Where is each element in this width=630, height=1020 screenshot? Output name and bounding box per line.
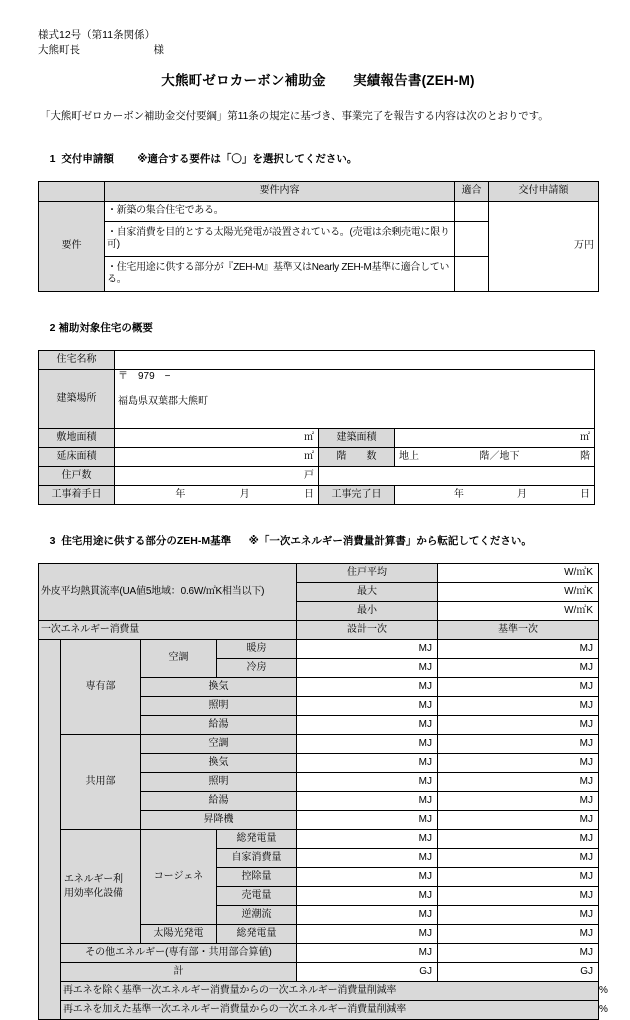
sub-label-electricity-sold: 売電量 (217, 887, 297, 906)
sub-label-total-generation-cogen: 総発電量 (217, 830, 297, 849)
input-design-total[interactable]: GJ (297, 963, 438, 982)
label-total: 計 (61, 963, 297, 982)
col-standard-primary: 基準一次 (438, 621, 599, 640)
addressee-line: 大熊町長 様 (38, 44, 164, 56)
table-row (39, 429, 595, 448)
section3-note: ※「一次エネルギー消費量計算書」から転記してください。 (248, 535, 532, 547)
input-end-date[interactable] (395, 486, 595, 505)
floors-mid-label: 階／地下 (479, 450, 520, 462)
input-design-electricity-sold[interactable]: MJ (297, 887, 438, 906)
ua-row-label-min: 最小 (297, 602, 438, 621)
mid-label-hvac-common: 空調 (141, 735, 297, 754)
col-blank (39, 182, 105, 202)
input-design-heating[interactable]: MJ (297, 640, 438, 659)
mid-label-elevator: 昇降機 (141, 811, 297, 830)
input-standard-electricity-sold[interactable]: MJ (438, 887, 599, 906)
input-design-self-consumption[interactable]: MJ (297, 849, 438, 868)
requirement-label: 要件 (39, 202, 105, 292)
input-standard-total-generation-cogen[interactable]: MJ (438, 830, 599, 849)
energy-spacer-col (39, 640, 61, 1020)
section1-number: 1 (49, 153, 56, 165)
input-standard-lighting-exclusive[interactable]: MJ (438, 697, 599, 716)
section2-number: 2 (49, 322, 56, 334)
mid-label-lighting-common: 照明 (141, 773, 297, 792)
sub-label-reverse-flow: 逆潮流 (217, 906, 297, 925)
input-floors[interactable] (395, 448, 595, 467)
section2-title: 補助対象住宅の概要 (58, 322, 153, 334)
zeh-m-standard-table (38, 563, 608, 1020)
sub-label-self-consumption: 自家消費量 (217, 849, 297, 868)
label-building-area: 建築面積 (319, 429, 395, 448)
lead-paragraph: 「大熊町ゼロカーボン補助金交付要綱」第11条の規定に基づき、事業完了を報告する内容は次のとおりです。 (40, 110, 549, 122)
input-standard-self-consumption[interactable]: MJ (438, 849, 599, 868)
table-row (39, 830, 599, 849)
label-start-date: 工事着手日 (39, 486, 115, 505)
input-standard-total-generation-solar[interactable]: MJ (438, 925, 599, 944)
label-total-floor-area: 延床面積 (39, 448, 115, 467)
start-date-month: 月 (239, 488, 250, 500)
efficiency-label-line2: 用効率化設備 (64, 887, 123, 899)
house-overview-table (38, 350, 595, 505)
input-standard-hotwater-exclusive[interactable]: MJ (438, 716, 599, 735)
label-location: 建築場所 (39, 370, 115, 429)
input-units[interactable]: 戸 (115, 467, 319, 486)
start-date-year: 年 (175, 488, 186, 500)
input-standard-ventilation-common[interactable]: MJ (438, 754, 599, 773)
mid-label-hotwater-common: 給湯 (141, 792, 297, 811)
col-design-primary: 設計一次 (297, 621, 438, 640)
input-design-ventilation-exclusive[interactable]: MJ (297, 678, 438, 697)
input-building-area[interactable]: ㎡ (395, 429, 595, 448)
form-number: 様式12号（第11条関係） (38, 29, 156, 41)
input-standard-reverse-flow[interactable]: MJ (438, 906, 599, 925)
table-row: 再エネを除く基準一次エネルギー消費量からの一次エネルギー消費量削減率 % (39, 982, 599, 1001)
table-row (39, 564, 599, 583)
label-site-area: 敷地面積 (39, 429, 115, 448)
input-standard-heating[interactable]: MJ (438, 640, 599, 659)
floors-unit: 階 (580, 450, 591, 462)
input-design-elevator[interactable]: MJ (297, 811, 438, 830)
label-reduction-excluding-renewable: 再エネを除く基準一次エネルギー消費量からの一次エネルギー消費量削減率 (61, 982, 599, 1001)
input-design-hvac-common[interactable]: MJ (297, 735, 438, 754)
table-row (39, 467, 595, 486)
table-row (39, 370, 595, 429)
label-reduction-including-renewable: 再エネを加えた基準一次エネルギー消費量からの一次エネルギー消費量削減率 (61, 1001, 599, 1020)
grant-amount-input[interactable]: 万円 (489, 202, 599, 292)
grant-amount-table (38, 181, 599, 292)
mid-label-cogeneration: コージェネ (141, 830, 217, 925)
table-header-row (39, 182, 599, 202)
mid-label-lighting-exclusive: 照明 (141, 697, 297, 716)
requirement-text-1: ・新築の集合住宅である。 (105, 202, 455, 222)
label-other-energy: その他エネルギー(専有部・共用部合算値) (61, 944, 297, 963)
table-row (39, 735, 599, 754)
input-design-lighting-exclusive[interactable]: MJ (297, 697, 438, 716)
input-start-date[interactable] (115, 486, 319, 505)
table-row (39, 202, 599, 222)
input-design-deduction[interactable]: MJ (297, 868, 438, 887)
table-row (39, 448, 595, 467)
ua-input-max[interactable]: W/㎡K (438, 583, 599, 602)
input-location[interactable] (115, 370, 595, 429)
end-date-month: 月 (516, 488, 527, 500)
label-house-name: 住宅名称 (39, 351, 115, 370)
blank-cell (319, 467, 595, 486)
input-standard-deduction[interactable]: MJ (438, 868, 599, 887)
input-design-reverse-flow[interactable]: MJ (297, 906, 438, 925)
input-design-cooling[interactable]: MJ (297, 659, 438, 678)
ua-row-label-max: 最大 (297, 583, 438, 602)
start-date-day: 日 (304, 488, 314, 500)
input-standard-lighting-common[interactable]: MJ (438, 773, 599, 792)
input-total-floor-area[interactable]: ㎡ (115, 448, 319, 467)
col-conform: 適合 (455, 182, 489, 202)
input-design-lighting-common[interactable]: MJ (297, 773, 438, 792)
conform-checkbox-3[interactable] (455, 257, 489, 292)
section2-heading (38, 308, 598, 347)
ua-row-label-average: 住戸平均 (297, 564, 438, 583)
group-label-exclusive: 専有部 (61, 640, 141, 735)
efficiency-label-line1: エネルギー利 (64, 874, 123, 885)
end-date-year: 年 (453, 488, 464, 500)
ua-input-min[interactable]: W/㎡K (438, 602, 599, 621)
label-floors: 階 数 (319, 448, 395, 467)
section1-note: ※適合する要件は「〇」を選択してください。 (137, 153, 358, 165)
mid-label-hotwater-exclusive: 給湯 (141, 716, 297, 735)
energy-section-label: 一次エネルギー消費量 (39, 621, 297, 640)
input-standard-other-energy[interactable]: MJ (438, 944, 599, 963)
ua-value-label: 外皮平均熱貫流率(UA値5地域：0.6W/㎡K相当以下) (39, 564, 297, 621)
input-standard-cooling[interactable]: MJ (438, 659, 599, 678)
table-row: 再エネを加えた基準一次エネルギー消費量からの一次エネルギー消費量削減率 % (39, 1001, 599, 1020)
group-label-efficiency-equipment (61, 830, 141, 944)
input-standard-hvac-common[interactable]: MJ (438, 735, 599, 754)
input-design-total-generation-cogen[interactable]: MJ (297, 830, 438, 849)
label-end-date: 工事完了日 (319, 486, 395, 505)
postal-code: 〒 979 − (118, 371, 171, 382)
floors-above-label: 地上 (399, 450, 419, 462)
mid-label-ventilation-exclusive: 換気 (141, 678, 297, 697)
end-date-day: 日 (580, 488, 591, 500)
col-requirement-content: 要件内容 (105, 182, 455, 202)
input-standard-elevator[interactable]: MJ (438, 811, 599, 830)
input-design-other-energy[interactable]: MJ (297, 944, 438, 963)
sub-label-total-generation-solar: 総発電量 (217, 925, 297, 944)
table-row (39, 944, 599, 963)
conform-checkbox-2[interactable] (455, 222, 489, 257)
input-design-total-generation-solar[interactable]: MJ (297, 925, 438, 944)
input-standard-ventilation-exclusive[interactable]: MJ (438, 678, 599, 697)
label-units: 住戸数 (39, 467, 115, 486)
table-row (39, 963, 599, 982)
mid-label-hvac-exclusive: 空調 (141, 640, 217, 678)
input-design-hotwater-common[interactable]: MJ (297, 792, 438, 811)
section3-title: 住宅用途に供する部分のZEH-M基準 (61, 535, 232, 547)
section1-title: 交付申請額 (61, 153, 114, 165)
input-design-hotwater-exclusive[interactable]: MJ (297, 716, 438, 735)
conform-checkbox-1[interactable] (455, 202, 489, 222)
col-grant-amount: 交付申請額 (489, 182, 599, 202)
section1-heading (38, 139, 598, 178)
document-title: 大熊町ゼロカーボン補助金 実績報告書(ZEH-M) (161, 73, 475, 88)
city-name: 福島県双葉郡大熊町 (118, 395, 208, 407)
table-row (39, 621, 599, 640)
input-standard-total[interactable]: GJ (438, 963, 599, 982)
table-row (39, 486, 595, 505)
section3-number: 3 (49, 535, 56, 547)
mid-label-ventilation-common: 換気 (141, 754, 297, 773)
section3-heading (38, 521, 598, 560)
input-house-name[interactable] (115, 351, 595, 370)
input-standard-hotwater-common[interactable]: MJ (438, 792, 599, 811)
table-row (39, 640, 599, 659)
ua-input-average[interactable]: W/㎡K (438, 564, 599, 583)
sub-label-cooling: 冷房 (217, 659, 297, 678)
sub-label-deduction: 控除量 (217, 868, 297, 887)
input-site-area[interactable]: ㎡ (115, 429, 319, 448)
input-design-ventilation-common[interactable]: MJ (297, 754, 438, 773)
requirement-text-2: ・自家消費を目的とする太陽光発電が設置されている。(売電は余剰売電に限り可) (105, 222, 455, 257)
group-label-common: 共用部 (61, 735, 141, 830)
requirement-text-3: ・住宅用途に供する部分が『ZEH-M』基準又はNearly ZEH-M基準に適合している。 (105, 257, 455, 292)
mid-label-solar-power: 太陽光発電 (141, 925, 217, 944)
table-row (39, 351, 595, 370)
sub-label-heating: 暖房 (217, 640, 297, 659)
